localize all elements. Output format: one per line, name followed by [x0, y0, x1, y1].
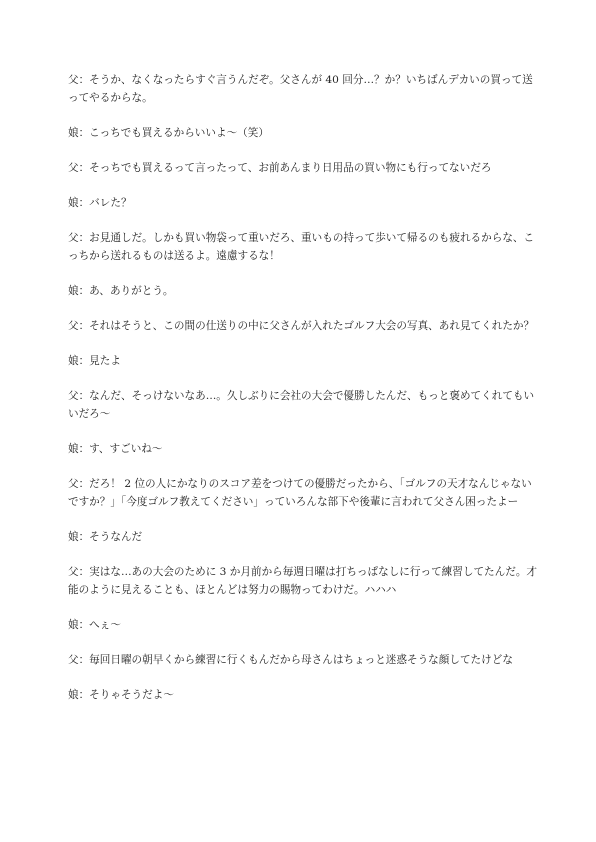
dialogue-line: 娘：あ、ありがとう。 — [68, 285, 174, 297]
dialogue-body — [68, 71, 538, 721]
dialogue-line: 父：お見通しだ。しかも買い物袋って重いだろ、重いもの持って歩いて帰るのも疲れるからな、こっちから送れるものは送るよ。遠慮するな！ — [68, 232, 535, 262]
dialogue-line: 娘：バレた？ — [68, 197, 132, 209]
dialogue-line: 娘：そりゃそうだよ～ — [68, 689, 174, 701]
dialogue-line: 娘：へぇ～ — [68, 619, 121, 631]
dialogue-line: 父：実はな…あの大会のために 3 か月前から毎週日曜は打ちっぱなしに行って練習してたんだ。才能のように見えることも、ほとんどは努力の賜物ってわけだ。ハハハ — [68, 566, 538, 596]
dialogue-line: 父：それはそうと、この間の仕送りの中に父さんが入れたゴルフ大会の写真、あれ見てくれたか？ — [68, 320, 535, 332]
dialogue-line: 娘：す、すごいね～ — [68, 443, 163, 455]
dialogue-line: 父：だろ！ 2 位の人にかなりのスコア差をつけての優勝だったから、「ゴルフの天才なんじゃないですか？」「今度ゴルフ教えてください」っていろんな部下や後輩に言われて父さん困ったよー — [68, 478, 532, 508]
dialogue-line: 父：そうか、なくなったらすぐ言うんだぞ。父さんが 40 回分…？か？いちばんデカいの買って送ってやるからな。 — [68, 74, 533, 104]
dialogue-line: 娘：そうなんだ — [68, 531, 143, 543]
dialogue-line: 娘：見たよ — [68, 355, 121, 367]
dialogue-line: 父：なんだ、そっけないなあ…。久しぶりに会社の大会で優勝したんだ、もっと褒めてくれてもいいだろ～ — [68, 390, 535, 420]
dialogue-line: 娘：こっちでも買えるからいいよ～（笑） — [68, 127, 269, 139]
dialogue-line: 父：毎回日曜の朝早くから練習に行くもんだから母さんはちょっと迷惑そうな顔してたけどな — [68, 654, 513, 666]
dialogue-line: 父：そっちでも買えるって言ったって、お前あんまり日用品の買い物にも行ってないだろ — [68, 162, 492, 174]
